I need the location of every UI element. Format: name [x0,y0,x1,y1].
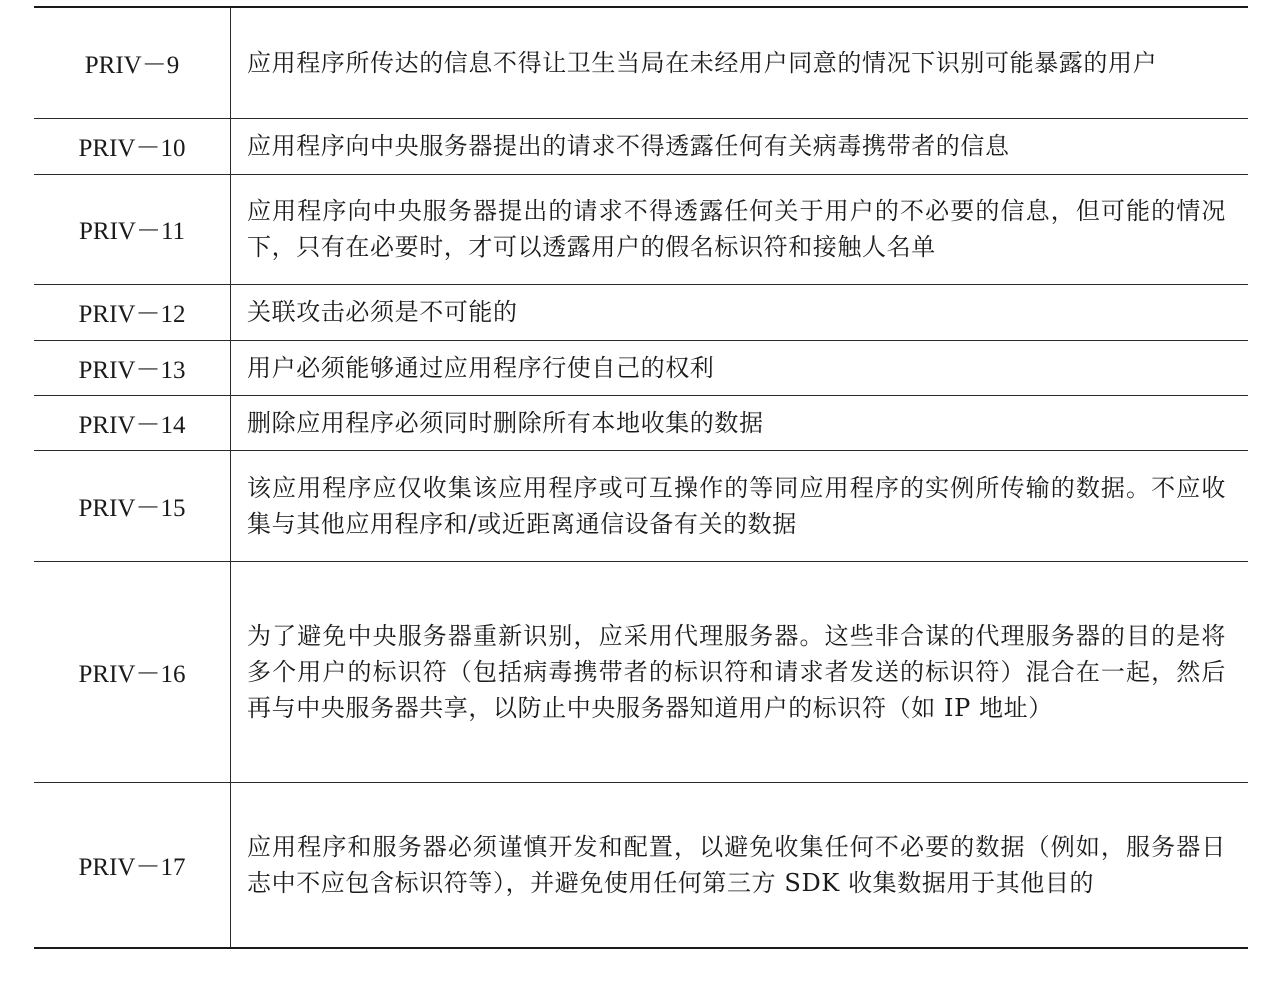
requirement-description: 该应用程序应仅收集该应用程序或可互操作的等同应用程序的实例所传输的数据。不应收集与其他应用程序和/或近距离通信设备有关的数据 [247,473,1226,538]
table-row [34,782,1248,948]
requirement-description: 用户必须能够通过应用程序行使自己的权利 [247,353,715,382]
requirement-description: 应用程序向中央服务器提出的请求不得透露任何有关病毒携带者的信息 [247,132,1010,160]
requirements-table [34,6,1248,949]
table-row [34,118,1248,174]
requirement-id: PRIV－14 [34,395,231,450]
table-row [34,7,1248,118]
requirement-description: 关联攻击必须是不可能的 [247,298,518,326]
requirement-id: PRIV－9 [34,7,231,118]
requirement-id: PRIV－15 [34,450,231,561]
table-row [34,395,1248,450]
requirement-id: PRIV－17 [34,782,231,948]
requirement-id: PRIV－11 [34,174,231,284]
requirement-id: PRIV－10 [34,118,231,174]
table-row [34,340,1248,395]
requirement-id: PRIV－13 [34,340,231,395]
requirement-id: PRIV－12 [34,284,231,340]
requirement-description: 为了避免中央服务器重新识别，应采用代理服务器。这些非合谋的代理服务器的目的是将多个用户的标识符（包括病毒携带者的标识符和请求者发送的标识符）混合在一起，然后再与中央服务器共享，以防止中央服务器知道用户的标识符（如 IP 地址） [247,621,1226,722]
table-row [34,450,1248,561]
requirement-description: 应用程序所传达的信息不得让卫生当局在未经用户同意的情况下识别可能暴露的用户 [247,48,1158,77]
table-row [34,284,1248,340]
requirement-description: 应用程序向中央服务器提出的请求不得透露任何关于用户的不必要的信息，但可能的情况下，只有在必要时，才可以透露用户的假名标识符和接触人名单 [247,197,1226,261]
table-row [34,561,1248,782]
requirement-description: 应用程序和服务器必须谨慎开发和配置，以避免收集任何不必要的数据（例如，服务器日志中不应包含标识符等），并避免使用任何第三方 SDK 收集数据用于其他目的 [247,832,1226,897]
requirement-id: PRIV－16 [34,561,231,782]
requirement-description: 删除应用程序必须同时删除所有本地收集的数据 [247,408,764,437]
table-row [34,174,1248,284]
